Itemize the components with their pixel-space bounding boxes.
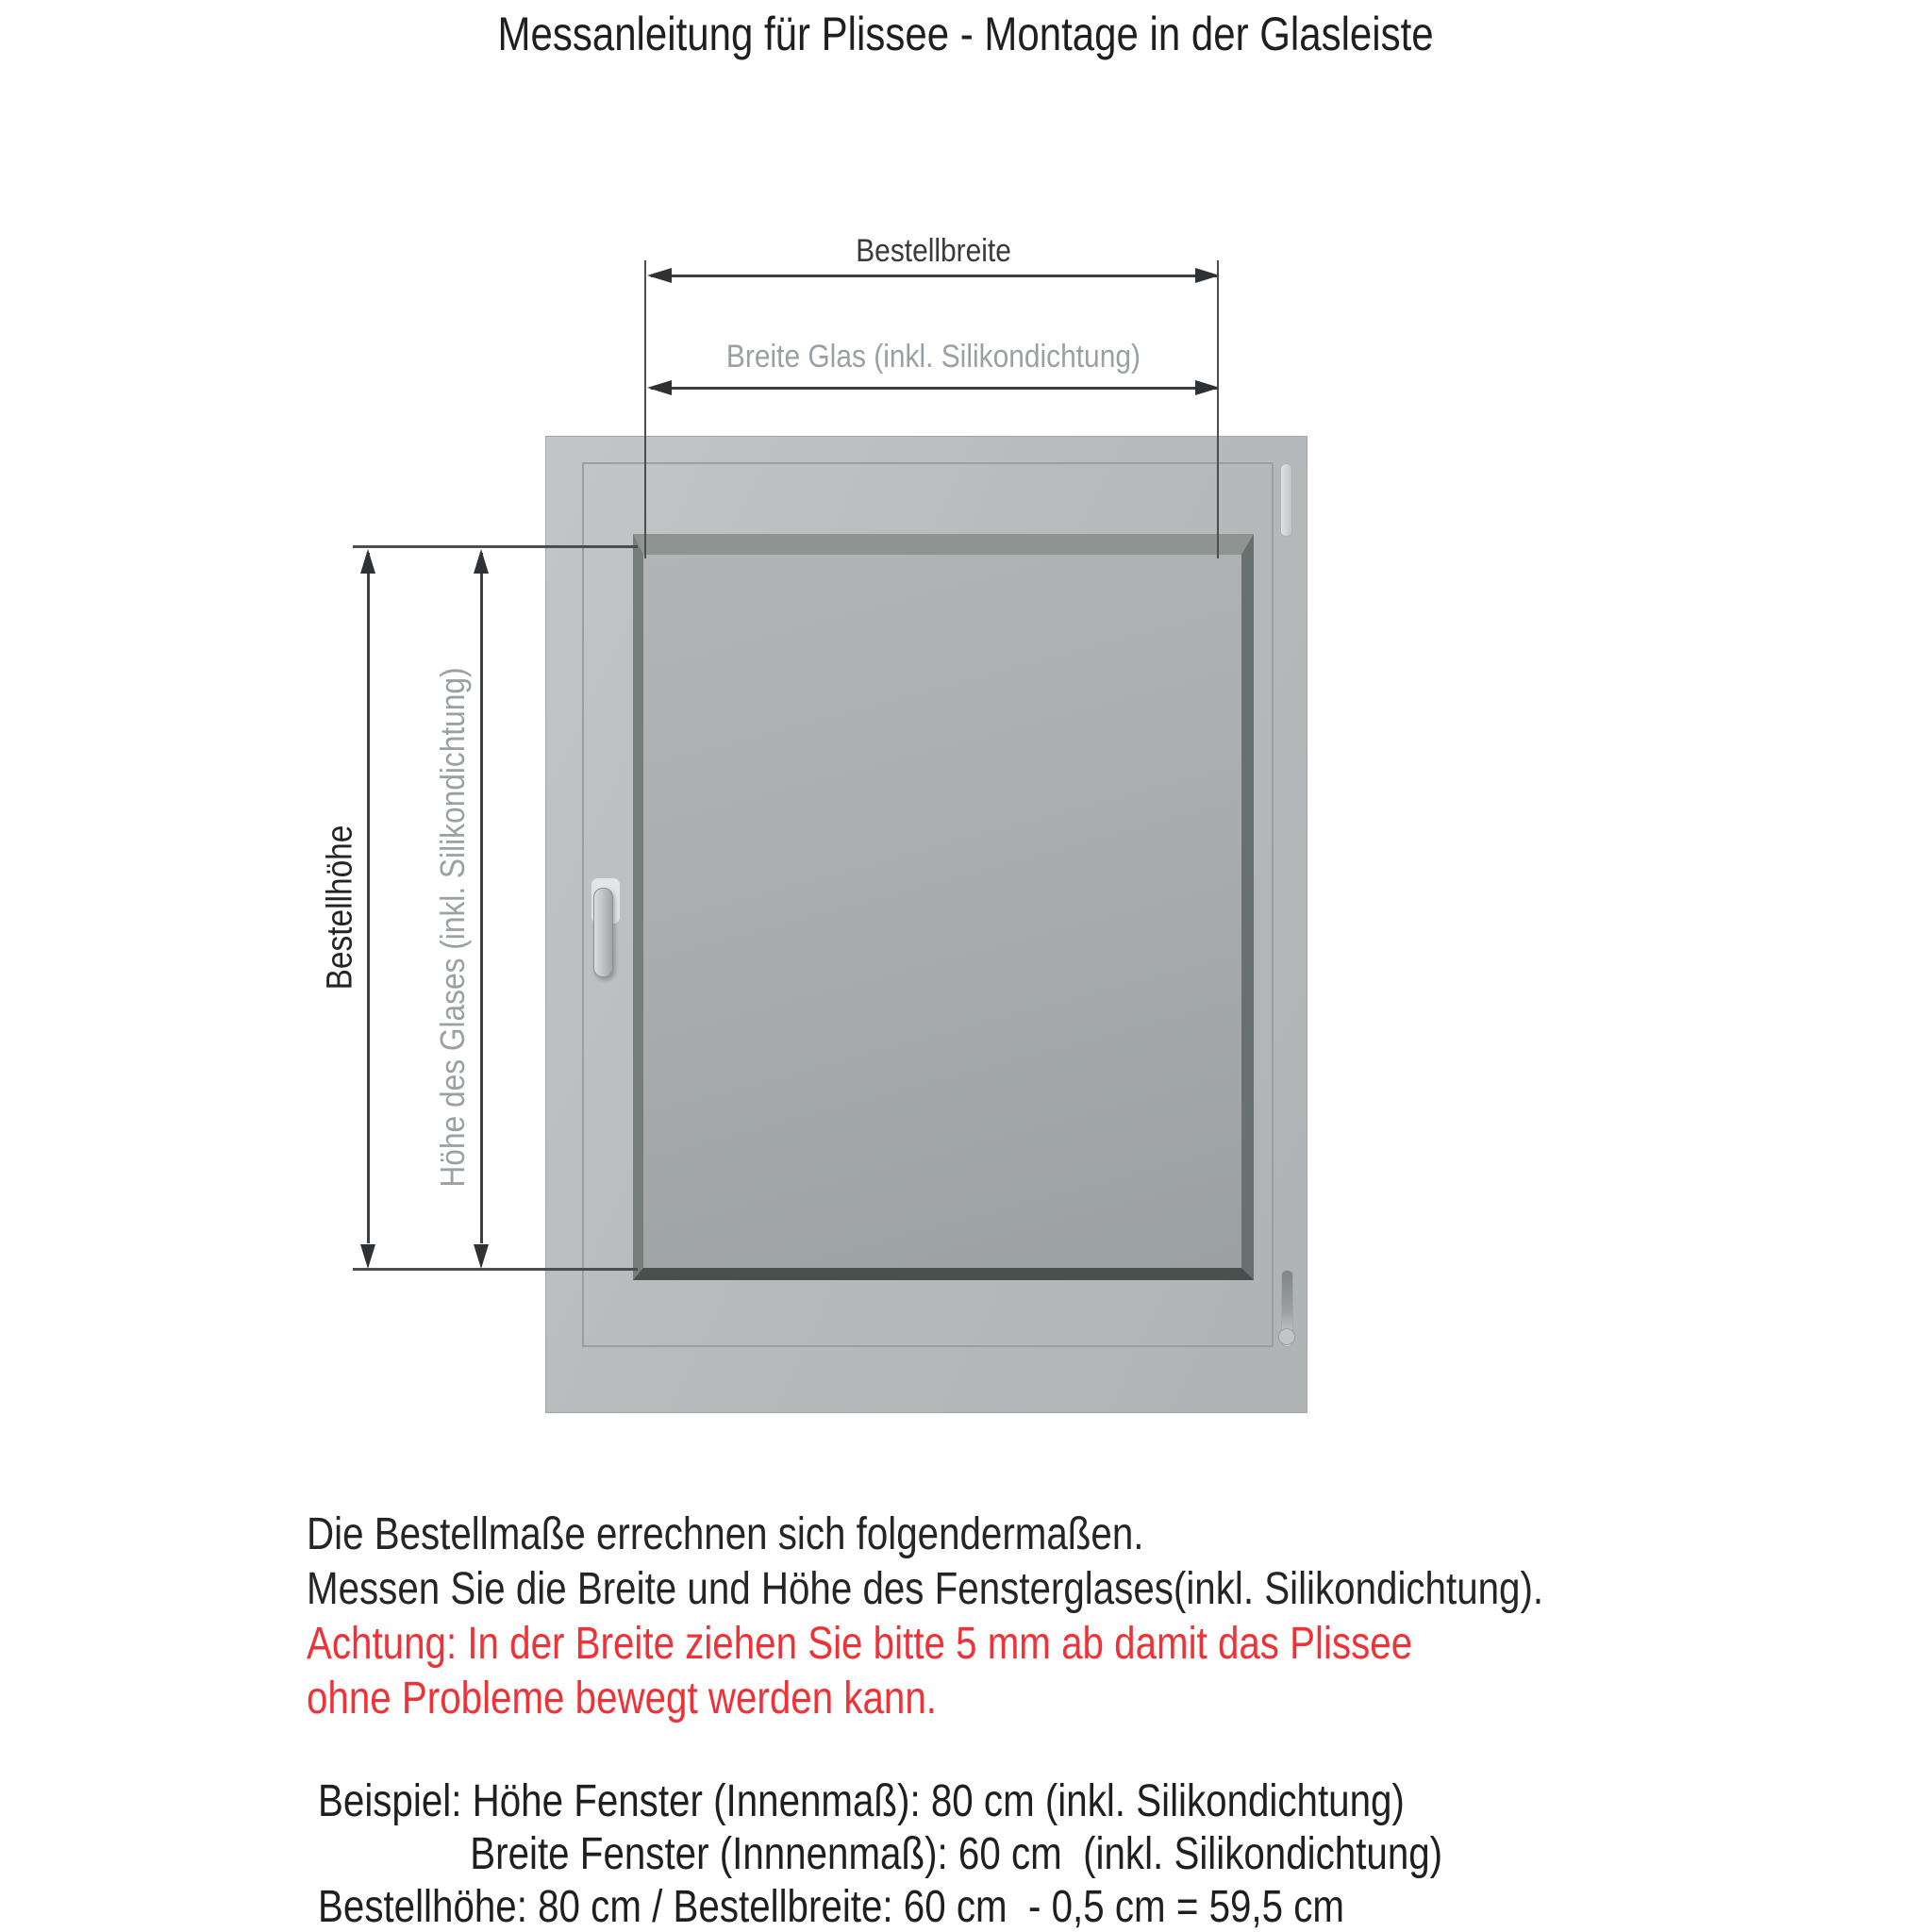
window-glass-pane [633,534,1254,1280]
example-line-3: Bestellhöhe: 80 cm / Bestellbreite: 60 cm - 0,5 cm = 59,5 cm [318,1882,1345,1932]
order-height-arrowhead-top [360,549,375,574]
height-extension-line-top [353,545,638,548]
measuring-instruction-page: Messanleitung für Plissee - Montage in der Glasleiste Bestellbreite Breite Glas (inkl. Silikondichtung) Bestellhöhe Höhe des Glases (inkl. Silikondichtung) Die Bestellmaße errechnen sich folgendermaßen. Messen Sie die Breite und Höhe des Fensterglases(inkl. Silikondichtung). Achtung: In der Breite ziehen Sie bitte 5 mm ab damit das Plissee ohne Probleme bewegt werden kann. Beispiel: Höhe Fenster (Innenmaß): 80 cm (inkl. Silikondichtung) Breite Fenster (Innnenmaß): 60 cm (inkl. Silikondichtung) Bestellhöhe: 80 cm / Bestellbreite: 60 cm - 0,5 cm = 59,5 cm [0,0,1932,1932]
glass-height-arrowhead-bottom [474,1244,489,1269]
width-extension-line-right [1217,260,1219,558]
instructions-block [307,1507,1779,1726]
glass-height-arrow-line [480,553,483,1243]
glass-width-label: Breite Glas (inkl. Silikondichtung) [725,339,1141,375]
page-title [0,6,1932,62]
window-hinge-knob [1278,1328,1295,1345]
example-block [318,1775,1657,1932]
height-extension-line-bottom [353,1268,638,1271]
example-line-2: Breite Fenster (Innnenmaß): 60 cm (inkl. Silikondichtung) [470,1829,1443,1879]
warning-line-2: ohne Probleme bewegt werden kann. [307,1674,937,1724]
glass-height-arrowhead-top [474,549,489,574]
order-height-arrow-line [367,553,370,1243]
order-height-arrowhead-bottom [360,1244,375,1269]
order-width-arrowhead-left [647,268,672,283]
warning-line-1: Achtung: In der Breite ziehen Sie bitte 5 mm ab damit das Plissee [307,1619,1413,1669]
order-width-label: Bestellbreite [856,233,1011,269]
window-hinge-top [1280,463,1292,537]
glass-width-arrow-line [651,387,1217,390]
window-handle-icon [593,888,613,977]
glass-width-arrowhead-left [647,380,672,395]
instruction-line-1: Die Bestellmaße errechnen sich folgendermaßen. [307,1509,1144,1559]
order-width-arrow-line [651,275,1217,277]
instruction-line-2: Messen Sie die Breite und Höhe des Fensterglases(inkl. Silikondichtung). [307,1564,1544,1614]
example-line-1: Beispiel: Höhe Fenster (Innenmaß): 80 cm (inkl. Silikondichtung) [318,1776,1405,1826]
width-extension-line-left [644,260,646,558]
page-title-text: Messanleitung für Plissee - Montage in der Glasleiste [497,8,1435,60]
